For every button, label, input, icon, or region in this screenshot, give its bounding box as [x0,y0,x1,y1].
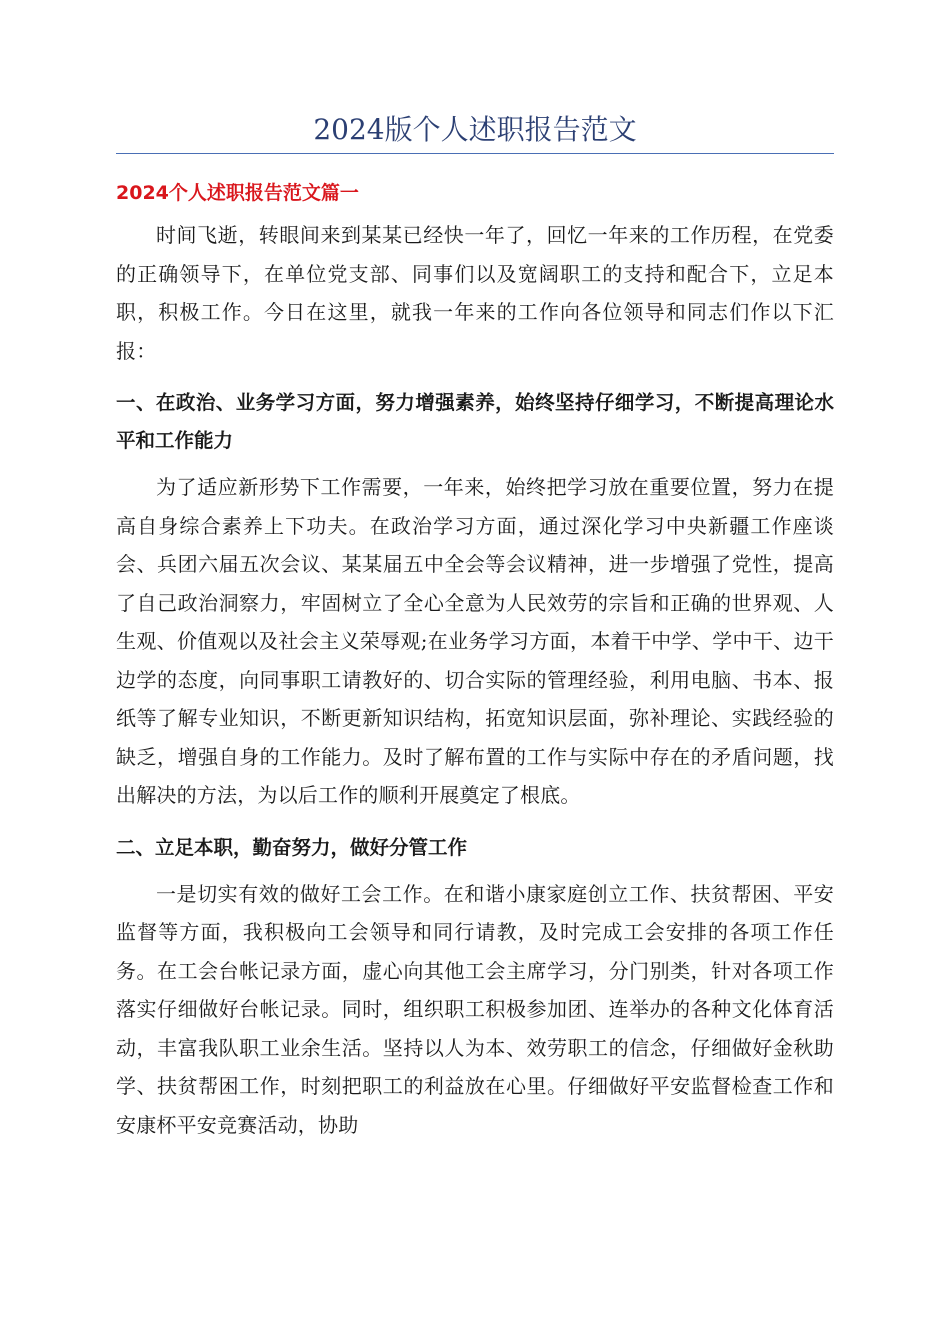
intro-paragraph: 时间飞逝，转眼间来到某某已经快一年了，回忆一年来的工作历程，在党委的正确领导下，在单位党支部、同事们以及宽阔职工的支持和配合下，立足本职，积极工作。今日在这里，就我一年来的工作向各位领导和同志们作以下汇报： [116,223,834,363]
heading-one: 一、在政治、业务学习方面，努力增强素养，始终坚持仔细学习，不断提高理论水平和工作能力 [116,391,834,452]
paragraph-union-work: 一是切实有效的做好工会工作。在和谐小康家庭创立工作、扶贫帮困、平安监督等方面，我积极向工会领导和同行请教，及时完成工会安排的各项工作任务。在工会台帐记录方面，虚心向其他工会主席学习，分门别类，针对各项工作落实仔细做好台帐记录。同时，组织职工积极参加团、连举办的各种文化体育活动，丰富我队职工业余生活。坚持以人为本、效劳职工的信念，仔细做好金秋助学、扶贫帮困工作，时刻把职工的利益放在心里。仔细做好平安监督检查工作和安康杯平安竞赛活动，协助 [116,881,834,1137]
document-page [116,110,834,1144]
section-title: 2024个人述职报告范文篇一 [116,182,359,204]
paragraph-study: 为了适应新形势下工作需要，一年来，始终把学习放在重要位置，努力在提高自身综合素养上下功夫。在政治学习方面，通过深化学习中央新疆工作座谈会、兵团六届五次会议、某某届五中全会等会议精神，进一步增强了党性，提高了自己政治洞察力，牢固树立了全心全意为人民效劳的宗旨和正确的世界观、人生观、价值观以及社会主义荣辱观;在业务学习方面，本着干中学、学中干、边干边学的态度，向同事职工请教好的、切合实际的管理经验，利用电脑、书本、报纸等了解专业知识，不断更新知识结构，拓宽知识层面，弥补理论、实践经验的缺乏，增强自身的工作能力。及时了解布置的工作与实际中存在的矛盾问题，找出解决的方法，为以后工作的顺利开展奠定了根底。 [116,475,834,807]
heading-two: 二、立足本职，勤奋努力，做好分管工作 [116,835,468,859]
document-title: 2024版个人述职报告范文 [116,110,834,154]
